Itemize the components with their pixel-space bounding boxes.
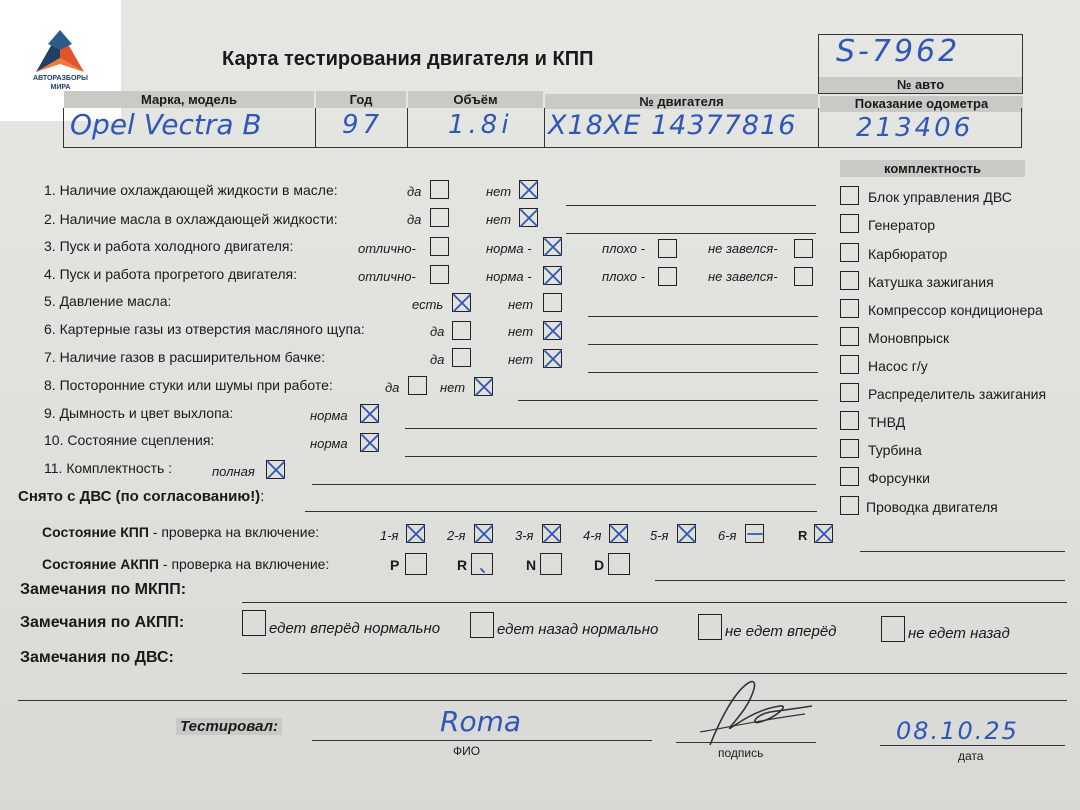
q8-no-label: нет — [440, 380, 466, 395]
q2-line — [566, 233, 816, 234]
q4-excellent-checkbox[interactable] — [430, 265, 449, 284]
akpp-forward-ok-checkbox[interactable] — [242, 610, 266, 636]
question-1: 1. Наличие охлаждающей жидкости в масле: — [44, 182, 338, 198]
question-2: 2. Наличие масла в охлаждающей жидкости: — [44, 211, 338, 227]
removed-paren: (по согласованию!) — [115, 488, 261, 505]
kit-item-3: Карбюратор — [868, 246, 948, 262]
q4-bad-checkbox[interactable] — [658, 267, 677, 286]
q4-excellent-label: отлично- — [358, 269, 416, 284]
remarks-dvs-line-1 — [242, 673, 1067, 674]
gear-6-checkbox[interactable] — [745, 524, 764, 543]
kit-checkbox-5[interactable] — [840, 299, 859, 318]
kit-checkbox-12[interactable] — [840, 496, 859, 515]
q4-nostart-label: не завелся- — [708, 269, 778, 284]
q8-line — [518, 400, 818, 401]
akpp-backward-ok-checkbox[interactable] — [470, 612, 494, 638]
remarks-dvs-line-2 — [18, 700, 1067, 701]
gear-r-label: R — [798, 528, 808, 543]
akpp-state-label — [42, 556, 329, 572]
gear-1-label: 1-я — [380, 528, 399, 543]
logo-text-2: МИРА — [50, 84, 71, 91]
q4-nostart-checkbox[interactable] — [794, 267, 813, 286]
q2-no-label: нет — [486, 212, 512, 227]
gear-r-checkbox[interactable] — [814, 524, 833, 543]
remarks-mkpp-line — [242, 602, 1067, 603]
q3-excellent-checkbox[interactable] — [430, 237, 449, 256]
q8-no-checkbox[interactable] — [474, 377, 493, 396]
fio-label: ФИО — [453, 744, 481, 758]
akpp-p-label: P — [390, 557, 400, 573]
question-10: 10. Состояние сцепления: — [44, 432, 215, 448]
make-model-header: Марка, модель — [64, 91, 314, 108]
make-model-value: Opel Vectra B — [70, 108, 262, 141]
kit-header: комплектность — [840, 160, 1025, 177]
q4-normal-label: норма - — [486, 269, 532, 284]
gear-6-label: 6-я — [718, 528, 737, 543]
kit-checkbox-7[interactable] — [840, 355, 859, 374]
q7-no-checkbox[interactable] — [543, 349, 562, 368]
q4-bad-label: плохо - — [602, 269, 645, 284]
q3-bad-label: плохо - — [602, 241, 645, 256]
q7-yes-label: да — [430, 352, 445, 367]
remarks-akpp-label: Замечания по АКПП: — [20, 614, 185, 631]
akpp-d-label: D — [594, 557, 605, 573]
akpp-no-backward-checkbox[interactable] — [881, 616, 905, 642]
kit-item-2: Генератор — [868, 217, 936, 233]
akpp-r-label: R — [457, 557, 468, 573]
q8-yes-label: да — [385, 380, 400, 395]
kit-item-1: Блок управления ДВС — [868, 189, 1012, 205]
kit-item-10: Турбина — [868, 442, 922, 458]
q10-normal-label: норма — [310, 436, 348, 451]
q1-line — [566, 205, 816, 206]
tester-name: Roma — [440, 705, 522, 738]
q6-no-label: нет — [508, 324, 534, 339]
signature-scribble — [680, 670, 820, 750]
tested-by-label: Тестировал: — [176, 718, 282, 735]
q11-line — [312, 484, 816, 485]
q9-normal-label: норма — [310, 408, 348, 423]
question-5: 5. Давление масла: — [44, 293, 172, 309]
q6-yes-checkbox[interactable] — [452, 321, 471, 340]
q6-line — [588, 344, 818, 345]
q3-bad-checkbox[interactable] — [658, 239, 677, 258]
date-label: дата — [958, 749, 984, 763]
q1-yes-checkbox[interactable] — [430, 180, 449, 199]
q9-normal-checkbox[interactable] — [360, 404, 379, 423]
kit-item-9: ТНВД — [868, 414, 906, 430]
odometer-header: Показание одометра — [820, 96, 1023, 112]
remarks-mkpp-label: Замечания по МКПП: — [20, 581, 187, 598]
q11-full-checkbox[interactable] — [266, 460, 285, 479]
kit-checkbox-10[interactable] — [840, 439, 859, 458]
q1-yes-label: да — [407, 184, 422, 199]
gear-4-checkbox[interactable] — [609, 524, 628, 543]
q5-line — [588, 316, 818, 317]
akpp-d-checkbox[interactable] — [608, 553, 630, 575]
akpp-backward-ok-label: едет назад нормально — [497, 621, 659, 638]
q1-no-checkbox[interactable] — [519, 180, 538, 199]
signature-label: подпись — [718, 746, 764, 760]
mkpp-line — [860, 551, 1065, 552]
car-number-value: S-7962 — [836, 34, 961, 69]
akpp-title: Состояние АКПП — [42, 556, 159, 572]
q2-yes-checkbox[interactable] — [430, 208, 449, 227]
akpp-p-checkbox[interactable] — [405, 553, 427, 575]
kit-checkbox-11[interactable] — [840, 467, 859, 486]
gear-1-checkbox[interactable] — [406, 524, 425, 543]
kit-item-4: Катушка зажигания — [868, 274, 994, 290]
q5-absent-checkbox[interactable] — [543, 293, 562, 312]
q2-no-checkbox[interactable] — [519, 208, 538, 227]
q3-normal-checkbox[interactable] — [543, 237, 562, 256]
car-number-label: № авто — [819, 77, 1022, 93]
date-value: 08.10.25 — [896, 717, 1019, 745]
gear-2-label: 2-я — [447, 528, 466, 543]
engine-no-header: № двигателя — [545, 94, 818, 109]
signature-line — [676, 742, 816, 743]
q11-full-label: полная — [212, 464, 255, 479]
q5-present-checkbox[interactable] — [452, 293, 471, 312]
gear-5-label: 5-я — [650, 528, 669, 543]
akpp-line — [655, 580, 1065, 581]
volume-value: 1.8i — [448, 110, 513, 140]
kit-checkbox-4[interactable] — [840, 271, 859, 290]
q10-line — [405, 456, 817, 457]
volume-header: Объём — [408, 91, 543, 108]
akpp-r-checkbox[interactable] — [471, 553, 493, 575]
kit-checkbox-2[interactable] — [840, 214, 859, 233]
engine-no-value: X18XE 14377816 — [548, 110, 797, 141]
q3-nostart-checkbox[interactable] — [794, 239, 813, 258]
q10-normal-checkbox[interactable] — [360, 433, 379, 452]
mkpp-desc: - проверка на включение: — [148, 524, 320, 540]
logo-text-1: АВТОРАЗБОРЫ — [33, 75, 88, 82]
q8-yes-checkbox[interactable] — [408, 376, 427, 395]
removed-label — [18, 488, 264, 505]
q6-no-checkbox[interactable] — [543, 321, 562, 340]
year-value: 97 — [342, 110, 384, 140]
akpp-no-forward-checkbox[interactable] — [698, 614, 722, 640]
mkpp-title: Состояние КПП — [42, 524, 149, 540]
year-header: Год — [316, 91, 406, 108]
akpp-desc: - проверка на включение: — [159, 556, 330, 572]
kit-checkbox-8[interactable] — [840, 383, 859, 402]
kit-checkbox-3[interactable] — [840, 243, 859, 262]
question-4: 4. Пуск и работа прогретого двигателя: — [44, 266, 297, 282]
gear-2-checkbox[interactable] — [474, 524, 493, 543]
akpp-forward-ok-label: едет вперёд нормально — [269, 620, 441, 637]
question-3: 3. Пуск и работа холодного двигателя: — [44, 238, 294, 254]
removed-line — [305, 511, 817, 512]
kit-checkbox-9[interactable] — [840, 411, 859, 430]
tester-line — [312, 740, 652, 741]
question-9: 9. Дымность и цвет выхлопа: — [44, 405, 234, 421]
akpp-no-backward-label: не едет назад — [908, 625, 1010, 642]
gear-5-checkbox[interactable] — [677, 524, 696, 543]
q7-line — [588, 372, 818, 373]
q7-yes-checkbox[interactable] — [452, 348, 471, 367]
question-8: 8. Посторонние стуки или шумы при работе: — [44, 377, 333, 393]
kit-item-5: Компрессор кондиционера — [868, 302, 1043, 318]
akpp-no-forward-label: не едет вперёд — [725, 623, 837, 640]
q7-no-label: нет — [508, 352, 534, 367]
question-11: 11. Комплектность : — [44, 460, 173, 476]
q9-line — [405, 428, 817, 429]
q5-absent-label: нет — [508, 297, 534, 312]
removed-suffix: : — [260, 488, 265, 505]
page-title: Карта тестирования двигателя и КПП — [222, 48, 594, 70]
gear-4-label: 4-я — [583, 528, 602, 543]
q2-yes-label: да — [407, 212, 422, 227]
kit-item-12: Проводка двигателя — [866, 499, 998, 515]
q4-normal-checkbox[interactable] — [543, 266, 562, 285]
date-line — [880, 745, 1065, 746]
q1-no-label: нет — [486, 184, 512, 199]
removed-prefix: Снято с ДВС — [18, 488, 116, 505]
q3-nostart-label: не завелся- — [708, 241, 778, 256]
kit-item-6: Моновпрыск — [868, 330, 950, 346]
kit-item-8: Распределитель зажигания — [868, 386, 1047, 402]
gear-3-label: 3-я — [515, 528, 534, 543]
akpp-n-label: N — [526, 557, 537, 573]
gear-3-checkbox[interactable] — [542, 524, 561, 543]
q5-present-label: есть — [412, 297, 444, 312]
akpp-n-checkbox[interactable] — [540, 553, 562, 575]
mkpp-state-label — [42, 524, 319, 540]
kit-checkbox-6[interactable] — [840, 327, 859, 346]
question-6: 6. Картерные газы из отверстия масляного щупа: — [44, 321, 365, 337]
remarks-dvs-label: Замечания по ДВС: — [20, 649, 174, 666]
kit-item-7: Насос г/у — [868, 358, 928, 374]
question-7: 7. Наличие газов в расширительном бачке: — [44, 349, 326, 365]
kit-item-11: Форсунки — [868, 470, 930, 486]
q6-yes-label: да — [430, 324, 445, 339]
q3-normal-label: норма - — [486, 241, 532, 256]
q3-excellent-label: отлично- — [358, 241, 416, 256]
odometer-value: 213406 — [856, 113, 974, 143]
kit-checkbox-1[interactable] — [840, 186, 859, 205]
